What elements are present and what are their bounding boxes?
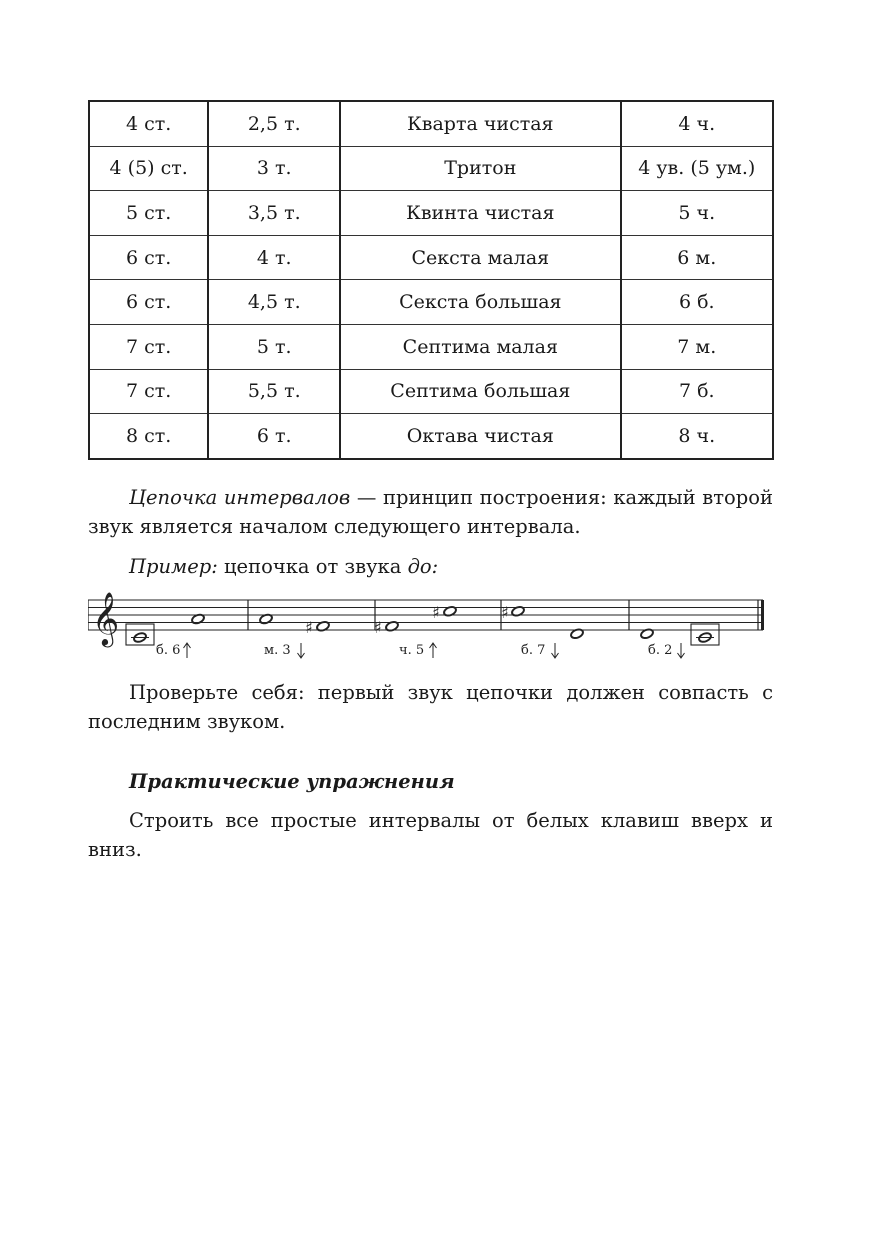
example-text: цепочка от звука <box>217 555 408 578</box>
table-cell-steps: 4 (5) ст. <box>89 146 208 191</box>
arrow-down-icon <box>552 643 559 658</box>
sharp-icon: ♯ <box>432 603 440 622</box>
table-cell-steps: 6 ст. <box>89 235 208 280</box>
example-label: Пример: <box>129 555 218 578</box>
table-cell-abbr: 8 ч. <box>621 414 773 459</box>
staff-lines <box>88 600 763 630</box>
sharp-icon: ♯ <box>374 618 382 637</box>
table-cell-tones: 5,5 т. <box>208 369 340 414</box>
table-cell-abbr: 6 б. <box>621 280 773 325</box>
practice-heading: Практические упражнения <box>129 770 455 793</box>
table-cell-tones: 3,5 т. <box>208 191 340 236</box>
table-cell-name: Октава чистая <box>340 414 620 459</box>
arrow-down-icon <box>678 643 685 658</box>
table-row <box>89 101 773 146</box>
table-row <box>89 146 773 191</box>
table-cell-abbr: 7 б. <box>621 369 773 414</box>
self-check-text: Проверьте себя: первый звук цепочки должен совпасть с последним звуком. <box>88 681 773 733</box>
table-row <box>89 414 773 459</box>
table-cell-tones: 4 т. <box>208 235 340 280</box>
chain-definition-text: — принцип построения: каждый второй звук является началом следующего интервала. <box>88 486 774 538</box>
table-row <box>89 280 773 325</box>
table-cell-tones: 4,5 т. <box>208 280 340 325</box>
table-cell-steps: 4 ст. <box>89 101 208 146</box>
table-cell-tones: 3 т. <box>208 146 340 191</box>
interval-label: б. 7 <box>521 643 546 658</box>
table-cell-abbr: 6 м. <box>621 235 773 280</box>
example-line <box>88 552 773 581</box>
music-staff <box>88 588 774 666</box>
table-cell-name: Септима большая <box>340 369 620 414</box>
treble-clef-icon: 𝄞 <box>92 591 120 645</box>
table-cell-tones: 6 т. <box>208 414 340 459</box>
table-cell-tones: 2,5 т. <box>208 101 340 146</box>
table-cell-steps: 7 ст. <box>89 324 208 369</box>
table-cell-steps: 6 ст. <box>89 280 208 325</box>
table-cell-abbr: 4 ув. (5 ум.) <box>621 146 773 191</box>
table-cell-abbr: 4 ч. <box>621 101 773 146</box>
arrow-down-icon <box>298 643 305 658</box>
intervals-table <box>88 100 774 460</box>
interval-label: м. 3 <box>264 643 291 658</box>
table-cell-name: Квинта чистая <box>340 191 620 236</box>
table-row <box>89 324 773 369</box>
arrow-up-icon <box>184 643 191 658</box>
table-cell-name: Секста большая <box>340 280 620 325</box>
chain-definition <box>88 483 773 541</box>
table-cell-steps: 8 ст. <box>89 414 208 459</box>
table-cell-tones: 5 т. <box>208 324 340 369</box>
table-row <box>89 191 773 236</box>
interval-label: ч. 5 <box>399 643 425 658</box>
table-row <box>89 235 773 280</box>
chain-term: Цепочка интервалов <box>129 486 351 509</box>
table-cell-name: Тритон <box>340 146 620 191</box>
example-note: до: <box>407 555 439 578</box>
table-cell-name: Кварта чистая <box>340 101 620 146</box>
table-cell-name: Септима малая <box>340 324 620 369</box>
table-cell-steps: 5 ст. <box>89 191 208 236</box>
practice-text: Строить все простые интервалы от белых клавиш вверх и вниз. <box>88 809 773 861</box>
sharp-icon: ♯ <box>305 618 313 637</box>
arrow-up-icon <box>430 643 437 658</box>
sharp-icon: ♯ <box>501 603 509 622</box>
table-cell-name: Секста малая <box>340 235 620 280</box>
table-cell-steps: 7 ст. <box>89 369 208 414</box>
table-row <box>89 369 773 414</box>
interval-label: б. 2 <box>648 643 673 658</box>
table-cell-abbr: 5 ч. <box>621 191 773 236</box>
interval-label: б. 6 <box>156 643 181 658</box>
table-cell-abbr: 7 м. <box>621 324 773 369</box>
